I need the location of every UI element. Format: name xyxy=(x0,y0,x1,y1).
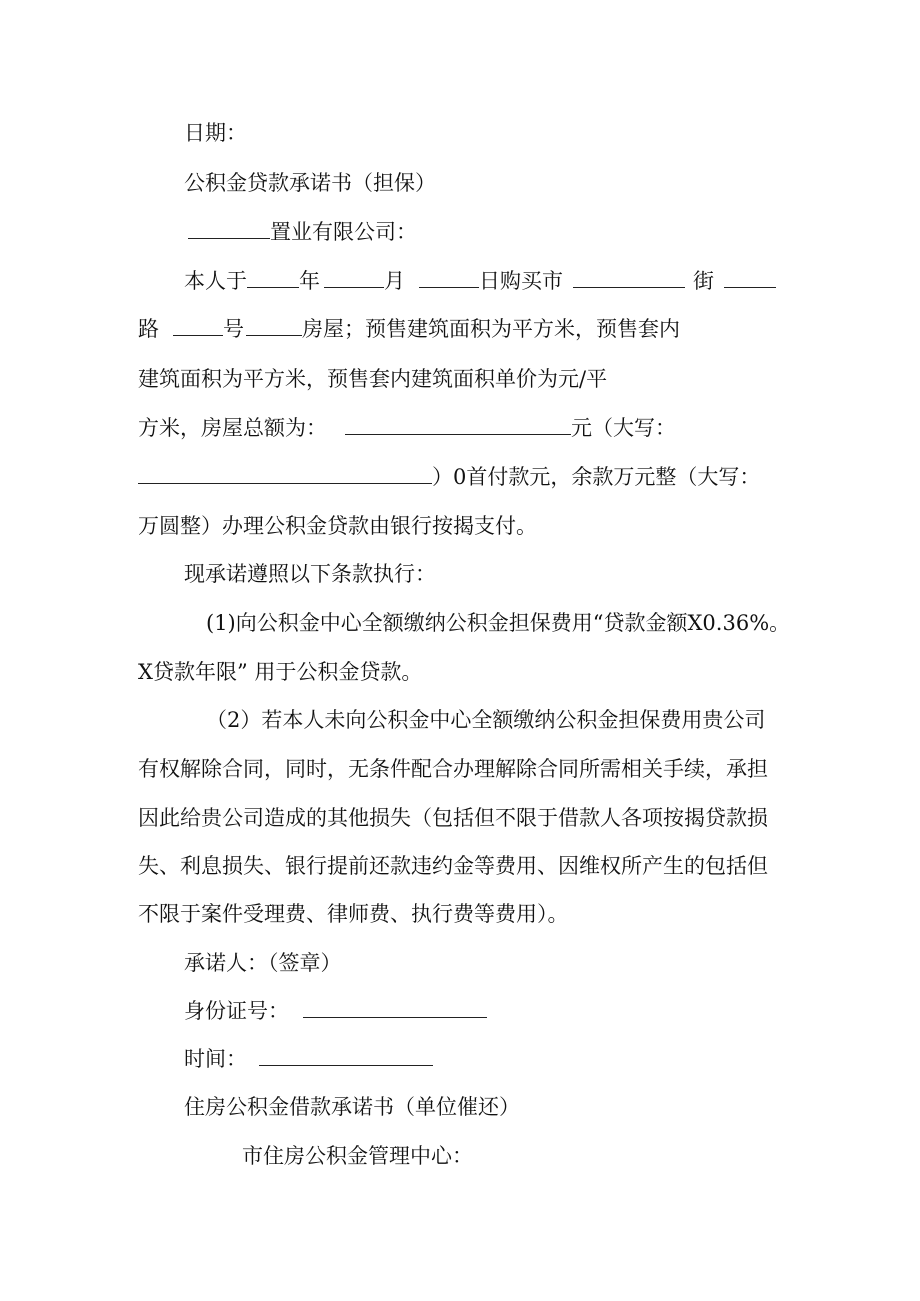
road-blank xyxy=(724,267,776,288)
id-number-line xyxy=(184,997,487,1025)
year-blank xyxy=(247,267,299,288)
clause-2-line-1: （2）若本人未向公积金中心全额缴纳公积金担保费用贵公司 xyxy=(206,708,766,732)
document-title: 公积金贷款承诺书（担保） xyxy=(184,171,436,195)
signer-label: 承诺人：（签章） xyxy=(184,951,342,975)
paragraph-line-5 xyxy=(138,463,760,491)
clause-1-line-1: (1)向公积金中心全额缴纳公积金担保费用“贷款金额X0.36%。 xyxy=(206,611,791,635)
street-blank xyxy=(573,267,685,288)
paragraph-line-3: 建筑面积为平方米，预售套内建筑面积单价为元/平 xyxy=(138,367,608,391)
company-name-blank xyxy=(188,218,270,239)
time-label: 时间： xyxy=(184,1047,247,1071)
company-suffix: 置业有限公司： xyxy=(270,220,417,244)
paragraph-line-4 xyxy=(138,414,676,442)
id-number-blank xyxy=(303,997,487,1018)
paragraph-line-1 xyxy=(184,267,776,295)
text: 号 xyxy=(223,317,244,341)
text: 方米，房屋总额为： xyxy=(138,416,327,440)
text: 元（大写： xyxy=(571,416,676,440)
addressee-line xyxy=(188,218,417,246)
time-blank xyxy=(259,1045,433,1066)
paragraph-line-2 xyxy=(138,315,680,343)
text: 日购买市 xyxy=(479,269,563,293)
text: 月 xyxy=(384,269,405,293)
number-blank xyxy=(173,315,223,336)
clauses-intro: 现承诺遵照以下条款执行： xyxy=(184,562,436,586)
amount-words-blank xyxy=(138,463,432,484)
id-label: 身份证号： xyxy=(184,999,289,1023)
second-document-title: 住房公积金借款承诺书（单位催还） xyxy=(184,1095,520,1119)
date-label: 日期： xyxy=(184,121,247,145)
text: 年 xyxy=(299,269,320,293)
house-blank xyxy=(246,315,302,336)
text: 街 xyxy=(693,269,714,293)
day-blank xyxy=(419,267,479,288)
text: ）0首付款元，余款万元整（大写： xyxy=(432,465,761,489)
text: 房屋；预售建筑面积为平方米，预售套内 xyxy=(302,317,680,341)
clause-1-line-2: X贷款年限” 用于公积金贷款。 xyxy=(138,660,423,684)
clause-2-line-5: 不限于案件受理费、律师费、执行费等费用）。 xyxy=(138,902,569,926)
clause-2-line-4: 失、利息损失、银行提前还款违约金等费用、因维权所产生的包括但 xyxy=(138,854,768,878)
total-amount-blank xyxy=(345,414,571,435)
text: 本人于 xyxy=(184,269,247,293)
clause-2-line-2: 有权解除合同，同时，无条件配合办理解除合同所需相关手续，承担 xyxy=(138,757,768,781)
month-blank xyxy=(324,267,384,288)
clause-2-line-3: 因此给贵公司造成的其他损失（包括但不限于借款人各项按揭贷款损 xyxy=(138,806,768,830)
recipient-line: 市住房公积金管理中心： xyxy=(242,1144,473,1168)
text: 路 xyxy=(138,317,159,341)
time-line xyxy=(184,1045,433,1073)
paragraph-line-6: 万圆整）办理公积金贷款由银行按揭支付。 xyxy=(138,514,537,538)
